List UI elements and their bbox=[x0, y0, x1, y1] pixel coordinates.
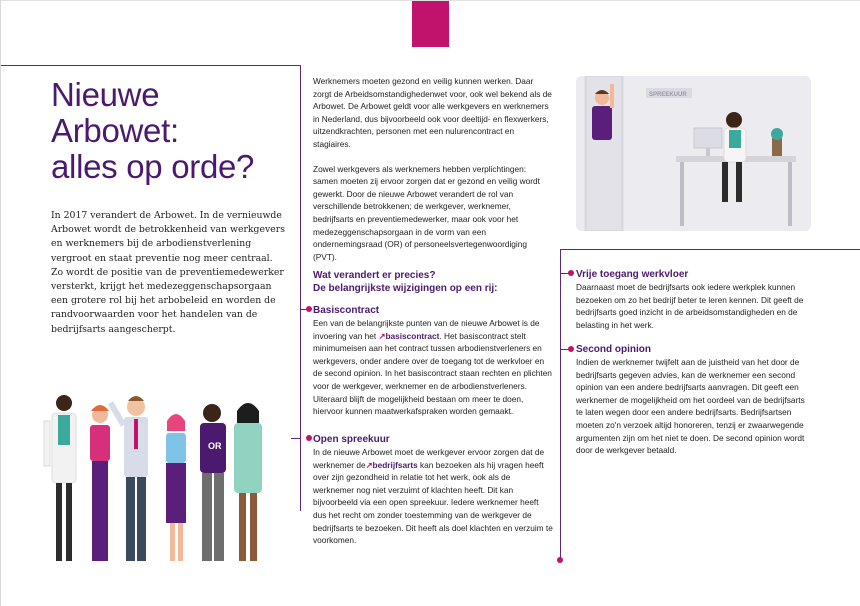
section-basiscontract bbox=[313, 304, 553, 418]
divider-open-spreekuur bbox=[291, 438, 301, 439]
people-illustration bbox=[36, 391, 276, 566]
column-middle bbox=[313, 75, 553, 263]
person-4 bbox=[166, 414, 186, 561]
title-line-1: Nieuwe bbox=[51, 76, 160, 113]
section-wat-verandert bbox=[313, 269, 553, 295]
link-arrow-icon: ↗ bbox=[365, 459, 373, 470]
intro-paragraph: In 2017 verandert de Arbowet. In de vernieuwde Arbowet wordt de betrokkenheid van werkgevers en werknemers bij de arbodienstverlening vergroot en staat preventie nog meer centraal. Zo wordt de positie van de preventiemedewerker versterkt, krijgt het medezeggenschapsorgaan een grotere rol bij het arbobeleid en worden de randvoorwaarden voor het handelen van de bedrijfsarts aangescherpt. bbox=[51, 210, 285, 335]
divider-col-1 bbox=[300, 65, 301, 511]
open-spreekuur-heading: Open spreekuur bbox=[313, 434, 390, 445]
person-3 bbox=[108, 396, 148, 561]
section-open-spreekuur bbox=[313, 433, 553, 547]
person-6 bbox=[234, 403, 262, 561]
title-line-2: Arbowet: bbox=[51, 112, 179, 149]
person-doctor bbox=[44, 395, 76, 561]
divider-top-left bbox=[1, 65, 301, 66]
second-opinion-text: Indien de werknemer twijfelt aan de juistheid van het door de bedrijfsarts gegeven advies, kan de werknemer een second opinion van een andere bedrijfsarts aanvragen. Dit geeft een werknemer de mogelijkheid om het oordeel van de bedrijfsarts te laten wegen door een andere bedrijfsarts. Bedrijfsartsen moeten zo'n verzoek altijd honoreren, tenzij er zwaarwegende argumenten zijn om het niet te doen. De second opinion wordt door de werkgever betaald. bbox=[576, 357, 805, 456]
basiscontract-text bbox=[313, 317, 553, 418]
open-text-pre: In de nieuwe Arbowet moet de werkgever ervoor zorgen dat de werknemer de bbox=[313, 447, 545, 470]
paragraph-verplichtingen: Zowel werkgevers als werknemers hebben verplichtingen: samen moeten zij ervoor zorgen dat er gezond en veilig wordt gewerkt. Door de nieuwe Arbowet verandert de rol van verschillende betrokkenen; de werkgever, werknemer, bedrijfsarts en preventiemedewerker, maar ook voor het medezeggenschapsorgaan in de vorm van een ondernemingsraad (OR) of personeelsvertegenwoordiging (PVT). bbox=[313, 163, 540, 262]
bullet-dot-vrij bbox=[568, 270, 574, 276]
or-shirt-label: OR bbox=[208, 441, 222, 451]
section-vrije-toegang bbox=[576, 268, 811, 331]
door-sign-text: SPREEKUUR bbox=[649, 92, 687, 98]
divider-col-2 bbox=[560, 249, 561, 561]
second-opinion-heading: Second opinion bbox=[576, 344, 651, 355]
vrije-toegang-text: Daarnaast moet de bedrijfsarts ook iedere werkplek kunnen bezoeken om zo het bedrijf beter te leren kennen. Dit geeft de bedrijfsarts goed inzicht in de arbeidsomstandigheden en de belasting in het werk. bbox=[576, 282, 804, 330]
question-heading-2: De belangrijkste wijzigingen op een rij: bbox=[313, 283, 498, 294]
person-2 bbox=[90, 405, 110, 561]
person-or bbox=[200, 404, 226, 561]
question-heading-1: Wat verandert er precies? bbox=[313, 270, 436, 281]
section-second-opinion bbox=[576, 343, 811, 457]
office-scene bbox=[576, 76, 811, 231]
basiscontract-link[interactable]: basiscontract bbox=[385, 330, 440, 341]
page-title bbox=[51, 77, 291, 185]
bullet-dot-second bbox=[568, 346, 574, 352]
paragraph-arbowet: Werknemers moeten gezond en veilig kunnen werken. Daar zorgt de Arbeidsomstandighedenwet voor, ook wel bekend als de Arbowet. De Arbowet geldt voor alle werkgevers en werknemers in Nederland, dus bijvoorbeeld ook voor deeltijd- en flexwerkers, uitzendkrachten, personen met een nulurencontract en stagiaires. bbox=[313, 76, 552, 149]
title-line-3: alles op orde? bbox=[51, 148, 255, 185]
office-illustration bbox=[576, 76, 811, 231]
bullet-dot-basis bbox=[306, 306, 312, 312]
basis-text-pre: Een van de belangrijkste punten van de nieuwe Arbowet is de invoering van het bbox=[313, 318, 540, 341]
open-text-post: kan bezoeken als hij vragen heeft over zijn gezondheid in relatie tot het werk, ook als de werknemer nog niet verzuimt of klachten heeft. Dit kan bijvoorbeeld via een open spreekuur. Iedere werknemer heeft dus het recht om zonder toestemming van de werkgever de bedrijfsarts te bezoeken. Dit heeft als doel klachten en verzuim te voorkomen. bbox=[313, 459, 553, 546]
bedrijfsarts-link[interactable]: bedrijfsarts bbox=[372, 459, 418, 470]
open-spreekuur-text bbox=[313, 446, 553, 547]
bullet-dot-bottom bbox=[557, 557, 563, 563]
bullet-dot-open bbox=[306, 435, 312, 441]
link-arrow-icon: ↗ bbox=[378, 330, 386, 341]
vrije-toegang-heading: Vrije toegang werkvloer bbox=[576, 269, 689, 280]
top-color-tab bbox=[412, 1, 449, 47]
divider-right bbox=[560, 249, 860, 250]
basis-text-post: . Het basiscontract stelt minimumeisen aan het contract tussen arbodienstverleners en werkgevers, onder andere over de toegang tot de werkvloer en de second opinion. In het basiscontract staan rechten en plichten voor de werkgever, werknemer en de arbodienstverleners. Uiteraard blijft de mogelijkheid bestaan om meer te doen, hiervoor kunnen maatwerkafspraken worden gemaakt. bbox=[313, 330, 552, 417]
basiscontract-heading: Basiscontract bbox=[313, 305, 380, 316]
